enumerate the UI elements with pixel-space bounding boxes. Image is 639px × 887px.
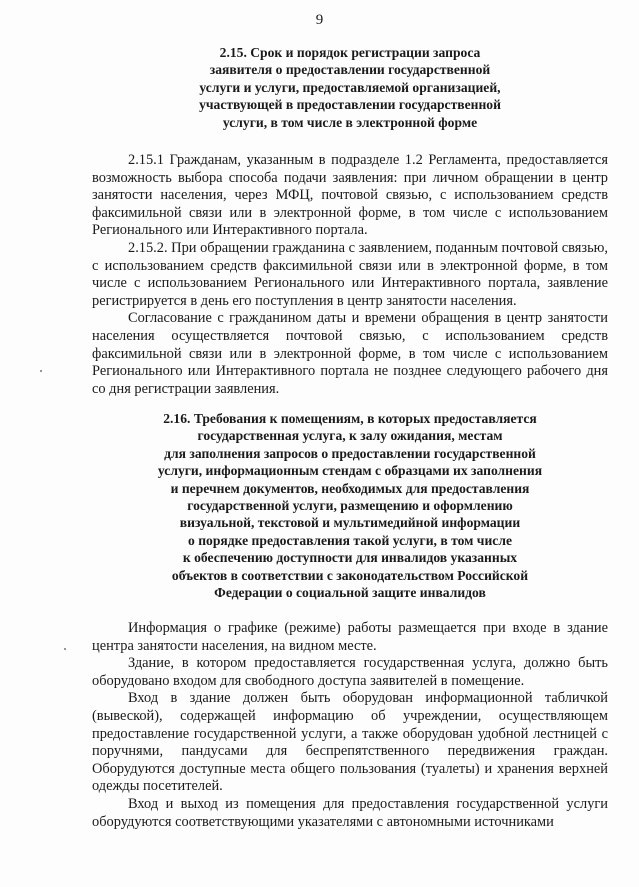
heading-line: услуги, в том числе в электронной форме [222,114,478,130]
heading-line: к обеспечению доступности для инвалидов указанных [182,550,518,566]
heading-line: государственная услуга, к залу ожидания, местам [197,428,503,444]
heading-line: государственной услуги, размещению и оформлению [187,498,513,514]
heading-line: о порядке предоставления такой услуги, в том числе [188,532,512,548]
section-2-16-heading [92,410,608,601]
paragraph: Вход и выход из помещения для предоставления государственной услуги оборудуются соответствующими указателями с автономными источниками [92,795,608,830]
paragraph: Информация о графике (режиме) работы размещается при входе в здание центра занятости населения, на видном месте. [92,620,608,654]
heading-line: 2.15. Срок и порядок регистрации запроса [219,45,481,60]
heading-line: объектов в соответствии с законодательством Российской [171,567,529,583]
heading-line: услуги, информационным стендам с образцами их заполнения [157,463,543,479]
scan-speck [64,648,66,650]
heading-line: для заполнения запросов о предоставлении государственной [164,445,536,461]
heading-line: участвующей в предоставлении государственной [199,97,501,113]
paragraph: 2.15.2. При обращении гражданина с заявлением, поданным почтовой связью, с использованием средств факсимильной связи или в электронной форме, в том числе с использованием Регионального или Интерактивного портала, заявление регистрируется в день его поступления в центр занятости населения. [92,239,608,309]
paragraph: Согласование с гражданином даты и времени обращения в центр занятости населения осуществляется почтовой связью, с использованием средств факсимильной связи или в электронной форме, в том числе с использованием Регионального или Интерактивного портала не позднее следующего рабочего дня со дня регистрации заявления. [92,310,608,397]
heading-line: услуги и услуги, предоставляемой организацией, [199,79,501,95]
paragraph: Вход в здание должен быть оборудован информационной табличкой (вывеской), содержащей информацию об учреждении, осуществляющем предоставление государственной услуги, а также оборудован удобной лестницей с поручнями, пандусами для беспрепятственного передвижения граждан. Оборудуются доступные места общего пользования (туалеты) и хранения верхней одежды посетителей. [92,690,608,795]
paragraph: Здание, в котором предоставляется государственная услуга, должно быть оборудовано входом для свободного доступа заявителей в помещение. [92,655,608,689]
section-2-15-body [92,152,608,398]
heading-line: заявителя о предоставлении государственной [209,62,491,78]
paragraph: 2.15.1 Гражданам, указанным в подразделе 1.2 Регламента, предоставляется возможность выбора способа подачи заявления: при личном обращении в центр занятости населения, через МФЦ, почтовой связью, с использованием средств факсимильной связи или в электронной форме, в том числе с использованием Регионального или Интерактивного портала. [92,152,608,239]
heading-line: 2.16. Требования к помещениям, в которых предоставляется [163,411,537,426]
section-2-16-body [92,620,608,831]
heading-line: Федерации о социальной защите инвалидов [214,585,486,601]
scan-speck [40,370,42,372]
section-2-15-heading [92,44,608,131]
heading-line: визуальной, текстовой и мультимедийной информации [179,515,521,531]
page-number: 9 [315,12,324,28]
heading-line: и перечнем документов, необходимых для предоставления [170,480,530,496]
